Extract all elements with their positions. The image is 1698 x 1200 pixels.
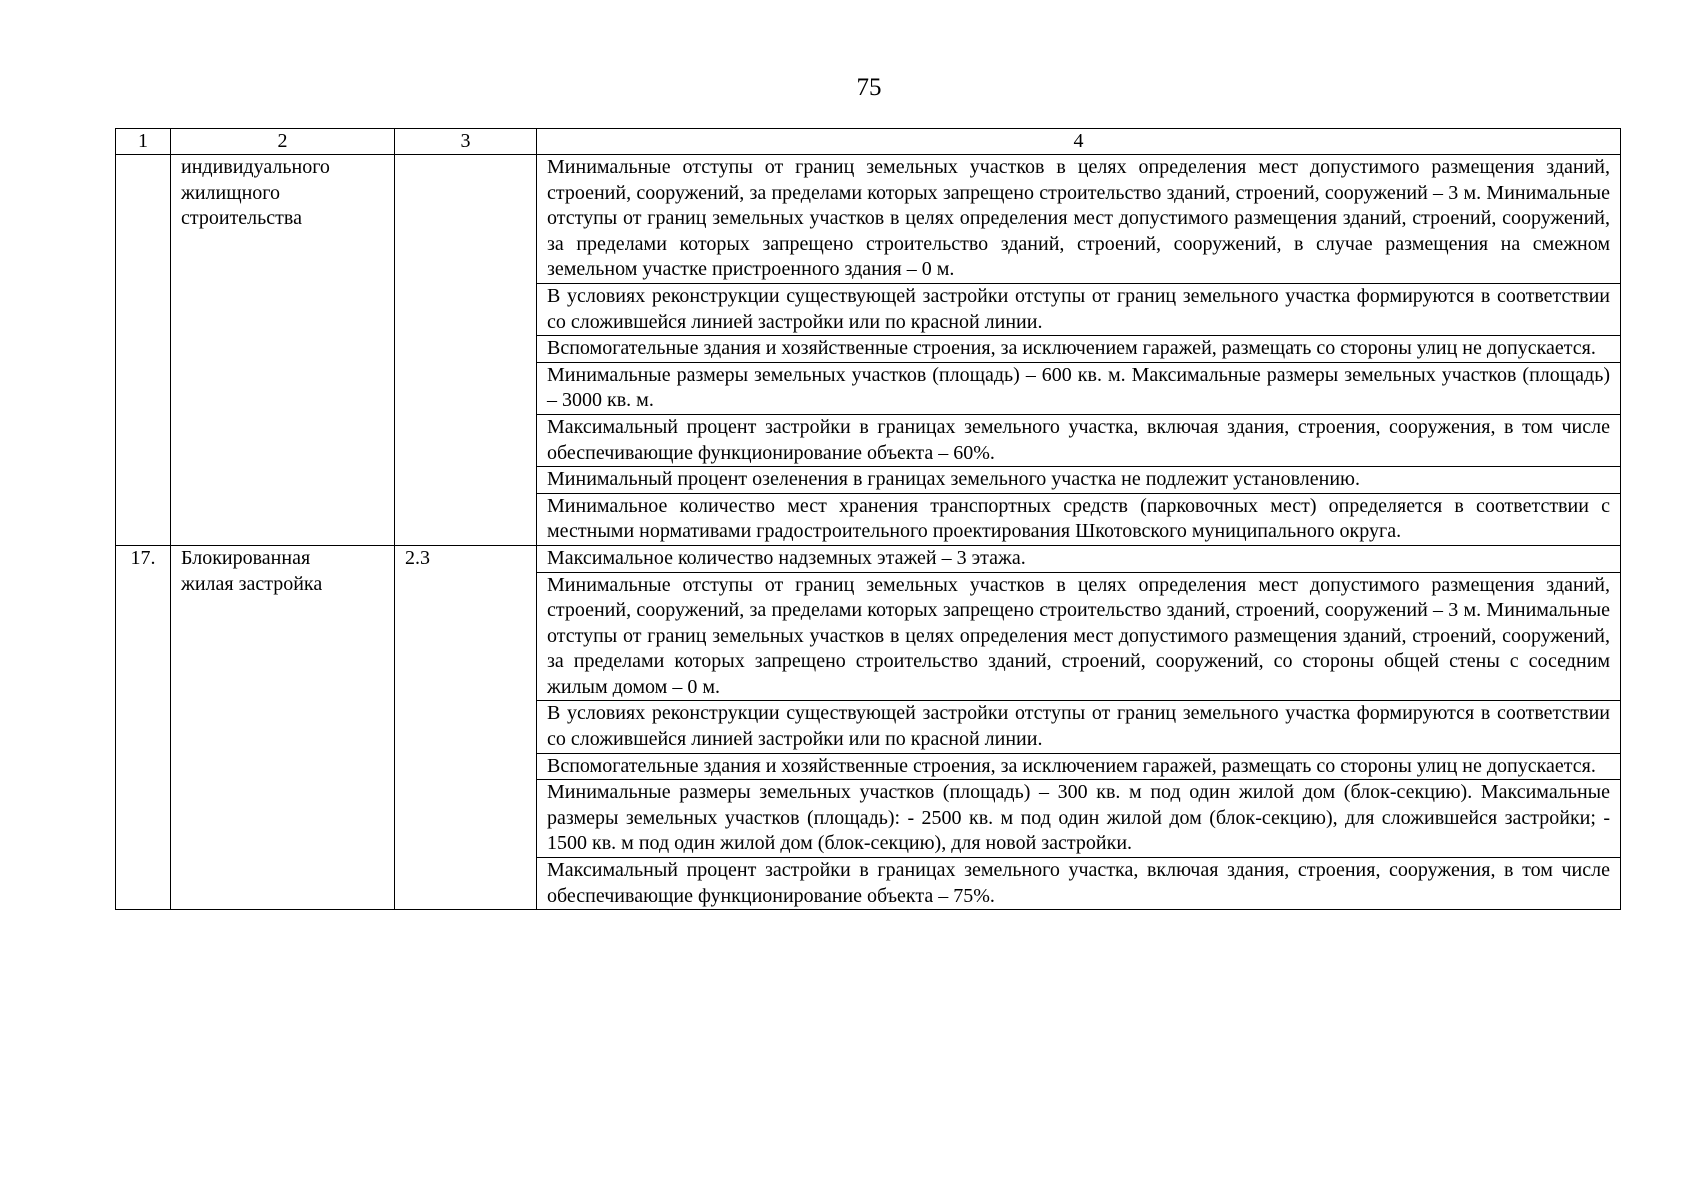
requirement-cell: В условиях реконструкции существующей застройки отступы от границ земельного участка формируются в соответствии со сложившейся линией застройки или по красной линии.	[537, 283, 1621, 335]
land-use-name	[171, 545, 395, 909]
table-row	[116, 155, 1621, 284]
land-use-code	[395, 155, 537, 546]
land-use-name-line: жилая застройка	[181, 572, 323, 595]
requirement-cell: Максимальный процент застройки в границах земельного участка, включая здания, строения, сооружения, в том числе обеспечивающие функционирование объекта – 75%.	[537, 858, 1621, 910]
header-col-2: 2	[171, 129, 395, 155]
table-row	[116, 545, 1621, 572]
land-use-name-line: Блокированная	[181, 546, 311, 569]
requirement-cell: Минимальное количество мест хранения транспортных средств (парковочных мест) определяется в соответствии с местными нормативами градостроительного проектирования Шкотовского муниципального округа.	[537, 493, 1621, 545]
requirement-cell: Максимальное количество надземных этажей – 3 этажа.	[537, 545, 1621, 572]
row-number: 17.	[116, 545, 171, 909]
land-use-name-line: индивидуального	[181, 156, 330, 178]
land-use-name-line: строительства	[181, 207, 302, 230]
header-col-3: 3	[395, 129, 537, 155]
requirement-cell: Минимальный процент озеленения в границах земельного участка не подлежит установлению.	[537, 467, 1621, 494]
requirement-cell: Минимальные размеры земельных участков (площадь) – 600 кв. м. Максимальные размеры земельных участков (площадь) – 3000 кв. м.	[537, 362, 1621, 414]
requirement-cell: В условиях реконструкции существующей застройки отступы от границ земельного участка формируются в соответствии со сложившейся линией застройки или по красной линии.	[537, 701, 1621, 753]
land-use-name-line: жилищного	[181, 181, 281, 204]
requirement-cell: Минимальные отступы от границ земельных участков в целях определения мест допустимого размещения зданий, строений, сооружений, за пределами которых запрещено строительство зданий, строений, сооружений – 3 м. Минимальные отступы от границ земельных участков в целях определения мест допустимого размещения зданий, строений, сооружений, за пределами которых запрещено строительство зданий, строений, сооружений, в случае размещения на смежном земельном участке пристроенного здания – 0 м.	[537, 155, 1621, 284]
land-use-code: 2.3	[395, 545, 537, 909]
requirement-cell: Вспомогательные здания и хозяйственные строения, за исключением гаражей, размещать со стороны улиц не допускается.	[537, 336, 1621, 363]
requirement-cell: Максимальный процент застройки в границах земельного участка, включая здания, строения, сооружения, в том числе обеспечивающие функционирование объекта – 60%.	[537, 414, 1621, 466]
page-number: 75	[856, 74, 882, 101]
table-header-row	[116, 129, 1621, 155]
requirement-cell: Вспомогательные здания и хозяйственные строения, за исключением гаражей, размещать со стороны улиц не допускается.	[537, 753, 1621, 780]
requirement-cell: Минимальные отступы от границ земельных участков в целях определения мест допустимого размещения зданий, строений, сооружений, за пределами которых запрещено строительство зданий, строений, сооружений – 3 м. Минимальные отступы от границ земельных участков в целях определения мест допустимого размещения зданий, строений, сооружений, за пределами которых запрещено строительство зданий, строений, сооружений, со стороны общей стены с соседним жилым домом – 0 м.	[537, 572, 1621, 701]
requirement-cell: Минимальные размеры земельных участков (площадь) – 300 кв. м под один жилой дом (блок-секцию). Максимальные размеры земельных участков (площадь): - 2500 кв. м под один жилой дом (блок-секцию), для сложившейся застройки; - 1500 кв. м под один жилой дом (блок-секцию), для новой застройки.	[537, 780, 1621, 858]
header-col-1: 1	[116, 129, 171, 155]
header-col-4: 4	[537, 129, 1621, 155]
regulations-table	[115, 128, 1621, 910]
row-number	[116, 155, 171, 546]
land-use-name	[171, 155, 395, 546]
